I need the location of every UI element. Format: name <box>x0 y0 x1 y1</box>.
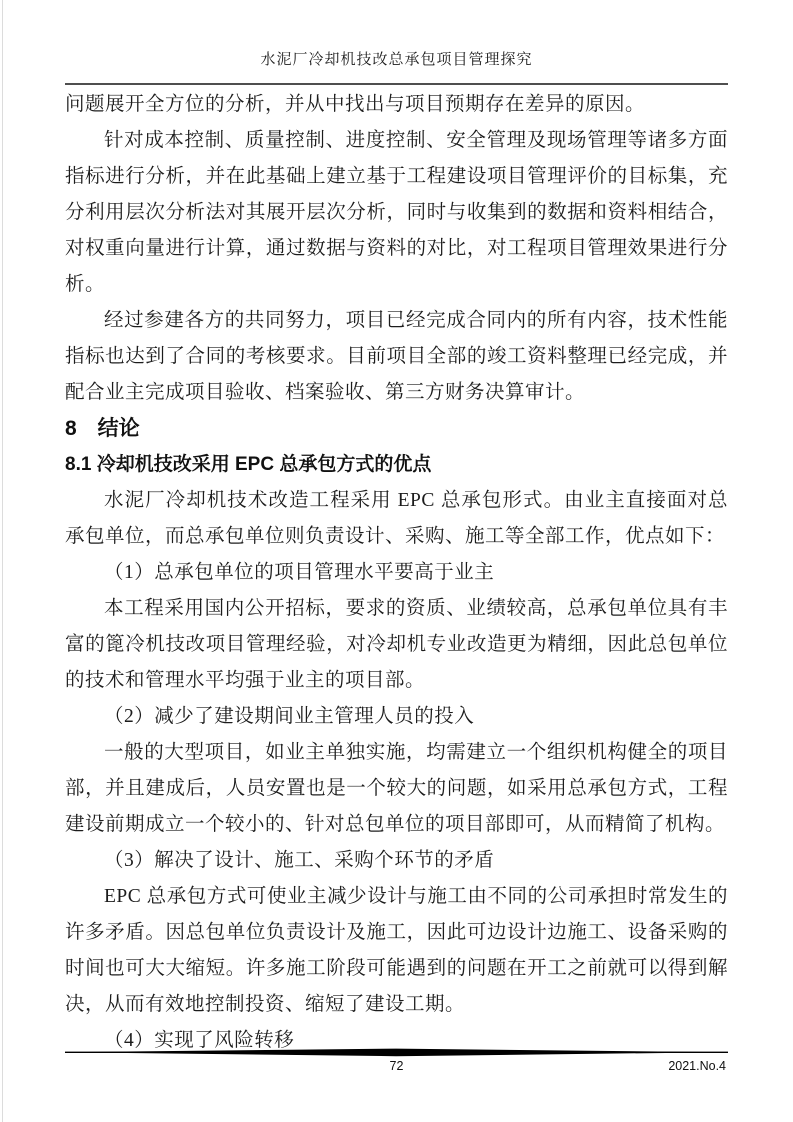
running-header-title: 水泥厂冷却机技改总承包项目管理探究 <box>260 52 533 68</box>
page-footer <box>65 1048 728 1077</box>
section-heading-conclusion: 8 结论 <box>65 417 140 440</box>
list-item-advantage-1: （1）总承包单位的项目管理水平要高于业主 <box>104 562 495 583</box>
list-item-advantage-2: （2）减少了建设期间业主管理人员的投入 <box>104 706 475 727</box>
page-content <box>65 0 728 1059</box>
page-number: 72 <box>389 1059 404 1073</box>
issue-number: 2021.No.4 <box>668 1059 726 1073</box>
list-item-advantage-3: （3）解决了设计、施工、采购个环节的矛盾 <box>104 850 495 871</box>
paragraph: 针对成本控制、质量控制、进度控制、安全管理及现场管理等诸多方面指标进行分析，并在此基础上建立基于工程建设项目管理评价的目标集，充分利用层次分析法对其展开层次分析，同时与收集到的数据和资料相结合，对权重向量进行计算，通过数据与资料的对比，对工程项目管理效果进行分析。 <box>65 130 728 295</box>
paragraph: 一般的大型项目，如业主单独实施，均需建立一个组织机构健全的项目部，并且建成后，人员安置也是一个较大的问题，如采用总承包方式，工程建设前期成立一个较小的、针对总包单位的项目部即可，从而精简了机构。 <box>65 742 728 835</box>
paragraph: EPC 总承包方式可使业主减少设计与施工由不同的公司承担时常发生的许多矛盾。因总包单位负责设计及施工，因此可边设计边施工、设备采购的时间也可大大缩短。许多施工阶段可能遇到的问题在开工之前就可以得到解决，从而有效地控制投资、缩短了建设工期。 <box>65 886 728 1015</box>
document-body <box>65 85 728 1059</box>
footer-text-row <box>65 1059 728 1077</box>
paragraph: 经过参建各方的共同努力，项目已经完成合同内的所有内容，技术性能指标也达到了合同的考核要求。目前项目全部的竣工资料整理已经完成，并配合业主完成项目验收、档案验收、第三方财务决算审计。 <box>65 310 728 403</box>
scan-edge-artifact <box>2 0 3 1122</box>
page-header <box>65 0 728 85</box>
paragraph: 本工程采用国内公开招标，要求的资质、业绩较高，总承包单位具有丰富的篦冷机技改项目管理经验，对冷却机专业改造更为精细，因此总包单位的技术和管理水平均强于业主的项目部。 <box>65 598 728 691</box>
paragraph-continuation: 问题展开全方位的分析，并从中找出与项目预期存在差异的原因。 <box>65 94 646 115</box>
subsection-heading-epc-advantages: 8.1 冷却机技改采用 EPC 总承包方式的优点 <box>65 454 432 475</box>
footer-spindle-rule <box>65 1048 728 1057</box>
list-item-advantage-4: （4）实现了风险转移 <box>104 1030 295 1051</box>
paragraph: 水泥厂冷却机技术改造工程采用 EPC 总承包形式。由业主直接面对总承包单位，而总承包单位则负责设计、采购、施工等全部工作，优点如下： <box>65 490 728 547</box>
